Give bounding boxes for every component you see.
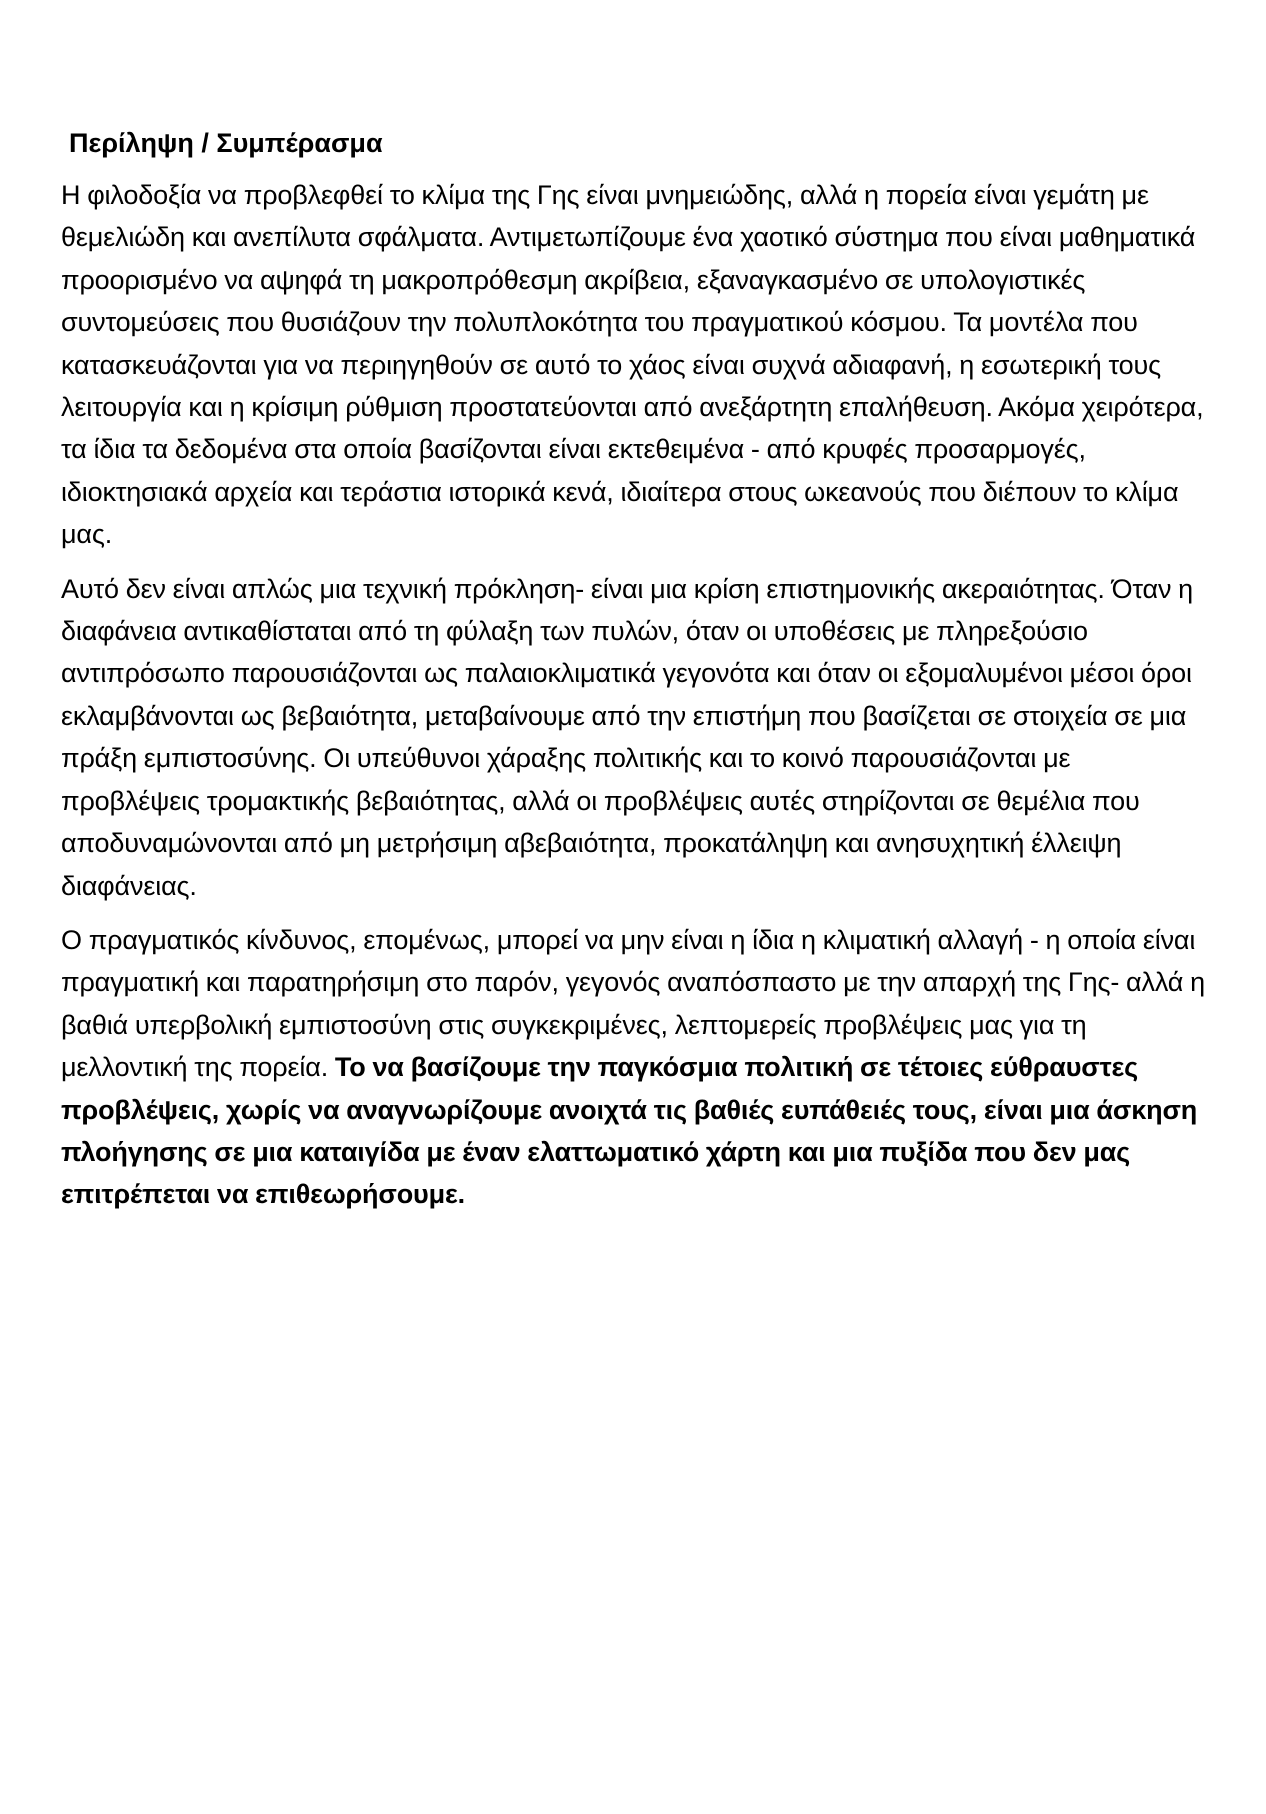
paragraph-3: [61, 919, 1211, 1216]
section-heading: Περίληψη / Συμπέρασμα: [69, 128, 383, 158]
paragraph-1: Η φιλοδοξία να προβλεφθεί το κλίμα της Γης είναι μνημειώδης, αλλά η πορεία είναι γεμάτη με θεμελιώδη και ανεπίλυτα σφάλματα. Αντιμετωπίζουμε ένα χαοτικό σύστημα που είναι μαθηματικά προορισμένο να αψηφά τη μακροπρόθεσμη ακρίβεια, εξαναγκασμένο σε υπολογιστικές συντομεύσεις που θυσιάζουν την πολυπλοκότητα του πραγματικού κόσμου. Τα μοντέλα που κατασκευάζονται για να περιηγηθούν σε αυτό το χάος είναι συχνά αδιαφανή, η εσωτερική τους λειτουργία και η κρίσιμη ρύθμιση προστατεύονται από ανεξάρτητη επαλήθευση. Ακόμα χειρότερα, τα ίδια τα δεδομένα στα οποία βασίζονται είναι εκτεθειμένα - από κρυφές προσαρμογές, ιδιοκτησιακά αρχεία και τεράστια ιστορικά κενά, ιδιαίτερα στους ωκεανούς που διέπουν το κλίμα μας.: [61, 180, 1204, 550]
paragraph-2: Αυτό δεν είναι απλώς μια τεχνική πρόκληση- είναι μια κρίση επιστημονικής ακεραιότητας. Όταν η διαφάνεια αντικαθίσταται από τη φύλαξη των πυλών, όταν οι υποθέσεις με πληρεξούσιο αντιπρόσωπο παρουσιάζονται ως παλαιοκλιματικά γεγονότα και όταν οι εξομαλυμένοι μέσοι όροι εκλαμβάνονται ως βεβαιότητα, μεταβαίνουμε από την επιστήμη που βασίζεται σε στοιχεία σε μια πράξη εμπιστοσύνης. Οι υπεύθυνοι χάραξης πολιτικής και το κοινό παρουσιάζονται με προβλέψεις τρομακτικής βεβαιότητας, αλλά οι προβλέψεις αυτές στηρίζονται σε θεμέλια που αποδυναμώνονται από μη μετρήσιμη αβεβαιότητα, προκατάληψη και ανησυχητική έλλειψη διαφάνειας.: [61, 573, 1194, 901]
paragraph-3-bold-conclusion: Το να βασίζουμε την παγκόσμια πολιτική σε τέτοιες εύθραυστες προβλέψεις, χωρίς να αναγνωρίζουμε ανοιχτά τις βαθιές ευπάθειές τους, είναι μια άσκηση πλοήγησης σε μια καταιγίδα με έναν ελαττωματικό χάρτη και μια πυξίδα που δεν μας επιτρέπεται να επιθεωρήσουμε.: [61, 1052, 1198, 1210]
paragraph-3-text: Ο πραγματικός κίνδυνος, επομένως, μπορεί να μην είναι η ίδια η κλιματική αλλαγή - η οποία είναι πραγματική και παρατηρήσιμη στο παρόν, γεγονός αναπόσπαστο με την απαρχή της Γης- αλλά η βαθιά υπερβολική εμπιστοσύνη στις συγκεκριμένες, λεπτομερείς προβλέψεις μας για τη μελλοντική της πορεία.: [61, 924, 1205, 1083]
document-page: [61, 126, 1211, 1228]
